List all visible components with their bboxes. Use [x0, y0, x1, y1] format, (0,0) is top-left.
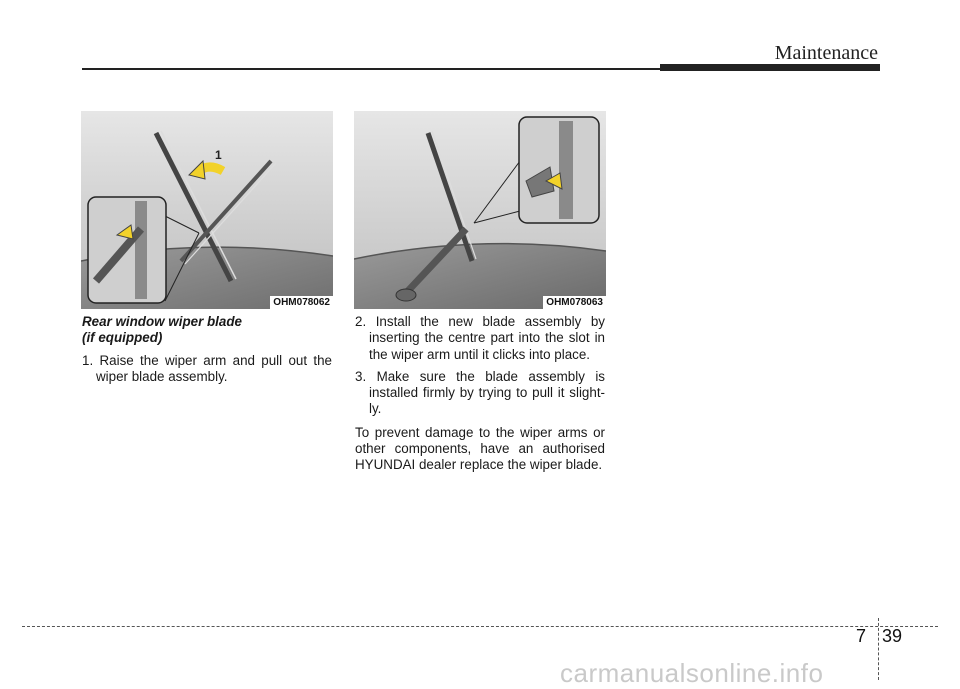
section-heading [82, 314, 332, 347]
figure-code: OHM078062 [270, 296, 333, 309]
step-2: 2. Install the new blade assembly by inserting the centre part into the slot in the wiper arm until it clicks into place. [355, 314, 605, 362]
chapter-number: 7 [856, 626, 867, 646]
wiper-arm-illustration [81, 111, 333, 309]
footer-rule [22, 626, 938, 627]
wiper-blade-install-illustration [354, 111, 606, 309]
heading-line-2: (if equipped) [82, 330, 163, 346]
arrow-label: 1 [215, 148, 222, 162]
figure-code: OHM078063 [543, 296, 606, 309]
footer-divider [878, 618, 879, 680]
step-1: 1. Raise the wiper arm and pull out the wiper blade assembly. [82, 352, 332, 384]
left-column [82, 314, 332, 385]
page-number: 39 [882, 626, 903, 646]
watermark: carmanualsonline.info [560, 658, 824, 688]
figure-raise-wiper-arm [81, 111, 333, 309]
header-rule-accent [660, 64, 880, 71]
figure-install-blade [354, 111, 606, 309]
right-column [355, 314, 605, 474]
dealer-note: To prevent damage to the wiper arms or other components, have an authorised HYUNDAI dealer replace the wiper blade. [355, 424, 605, 473]
step-3: 3. Make sure the blade assembly is installed firmly by trying to pull it slight-ly. [355, 368, 605, 417]
section-title: Maintenance [774, 42, 878, 64]
header-rule [82, 68, 662, 70]
heading-line-1: Rear window wiper blade [82, 314, 242, 329]
